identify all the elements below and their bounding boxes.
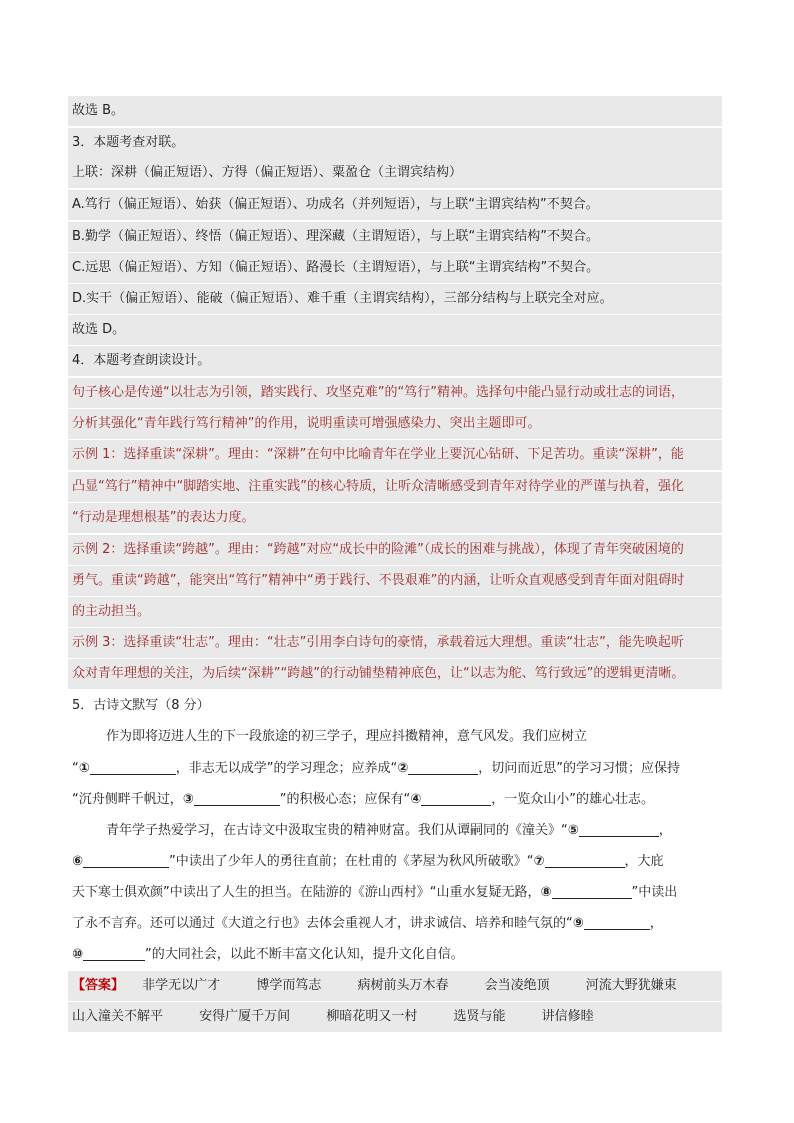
text-line: 句子核心是传递“以壮志为引领，踏实践行、攻坚克难”的“笃行”精神。选择句中能凸显行动或壮志的词语，: [68, 378, 722, 408]
text-line: 勇气。重读“跨越”，能突出“笃行”精神中“勇于践行、不畏艰难”的内涵，让听众直观感受到青年面对阻碍时: [68, 566, 722, 596]
text-line: 故选 D。: [68, 315, 722, 345]
fill-blank[interactable]: [421, 789, 491, 806]
text-line: A.笃行（偏正短语）、始获（偏正短语）、功成名（并列短语），与上联“主谓宾结构”不契合。: [68, 190, 722, 220]
blank-number: ⑧: [540, 885, 552, 900]
blank-number: ④: [410, 792, 422, 807]
text-span: 了永不言弃。还可以通过《大道之行也》去体会重视人才，讲求诚信、培养和睦气氛的“: [72, 916, 573, 931]
text-span: ”中读出了少年人的勇往直前；在杜甫的《茅屋为秋风所破歌》“: [169, 854, 534, 869]
fill-blank[interactable]: [584, 913, 650, 930]
fill-blank[interactable]: [545, 851, 625, 868]
text-line: 的主动担当。: [68, 597, 722, 627]
text-line: C.远思（偏正短语）、方知（偏正短语）、路漫长（主谓短语），与上联“主谓宾结构”不契合。: [68, 253, 722, 283]
text-line: [72, 909, 663, 939]
blank-number: ⑩: [72, 947, 84, 962]
blank-number: ⑤: [567, 823, 579, 838]
text-line: [106, 816, 672, 846]
text-line: 示例 3：选择重读“壮志”。理由：“壮志”引用李白诗句的豪情，承载着远大理想。重读“壮志”，能先唤起听: [68, 628, 722, 658]
fill-blank[interactable]: [83, 851, 169, 868]
answer-item: 安得广厦千万间: [199, 1009, 291, 1024]
text-line: 分析其强化“青年践行笃行精神”的作用，说明重读可增强感染力、突出主题即可。: [68, 409, 722, 439]
answer-item: 病树前头万木春: [357, 978, 449, 993]
text-span: ，一览众山小”的雄心壮志。: [491, 792, 655, 807]
answer-item: 会当凌绝顶: [484, 978, 550, 993]
text-line: 众对青年理想的关注，为后续“深耕”“跨越”的行动铺垫精神底色，让“以志为舵、笃行致远”的逻辑更清晰。: [68, 659, 722, 689]
text-span: ，非志无以成学”的学习理念；应养成“: [175, 761, 398, 776]
answer-row: [68, 1002, 722, 1032]
answer-item: 河流大野犹嫌束: [585, 978, 677, 993]
text-line: [72, 940, 464, 970]
question-heading: 5．古诗文默写（8 分）: [72, 698, 210, 713]
text-line: 示例 1：选择重读“深耕”。理由：“深耕”在句中比喻青年在学业上要沉心钻研、下足苦功。重读“深耕”，能: [68, 440, 722, 470]
text-span: “沉舟侧畔千帆过，: [72, 792, 183, 807]
answer-item: 柳暗花明又一村: [326, 1009, 418, 1024]
answer-item: 选贤与能: [453, 1009, 506, 1024]
text-line: [72, 785, 654, 815]
text-span: 天下寒士俱欢颜”中读出了人生的担当。在陆游的《游山西村》“山重水复疑无路，: [72, 885, 541, 900]
answer-item: 博学而笃志: [256, 978, 322, 993]
blank-number: ⑦: [533, 854, 545, 869]
text-span: “: [72, 761, 79, 776]
question-heading: 3．本题考查对联。: [68, 128, 722, 158]
answer-row: [68, 971, 722, 1001]
fill-blank[interactable]: [90, 758, 176, 775]
answer-item: 山入潼关不解平: [72, 1009, 164, 1024]
text-span: 青年学子热爱学习，在古诗文中汲取宝贵的精神财富。我们从谭嗣同的《潼关》“: [106, 823, 568, 838]
text-span: ，: [658, 823, 672, 838]
text-line: D.实干（偏正短语）、能破（偏正短语）、难千重（主谓宾结构），三部分结构与上联完全对应。: [68, 284, 722, 314]
blank-number: ①: [78, 761, 90, 776]
text-line: [72, 878, 677, 908]
text-line: “行动是理想根基”的表达力度。: [68, 503, 722, 533]
text-line: [72, 754, 680, 784]
blank-number: ⑨: [572, 916, 584, 931]
text-span: ，大庇: [624, 854, 664, 869]
fill-blank[interactable]: [408, 758, 478, 775]
text-line: 故选 B。: [68, 96, 722, 126]
fill-blank[interactable]: [83, 944, 145, 961]
blank-number: ⑥: [72, 854, 84, 869]
answer-label: 【答案】: [72, 978, 125, 993]
text-line: 上联：深耕（偏正短语）、方得（偏正短语）、粟盈仓（主谓宾结构）: [68, 158, 722, 188]
fill-blank[interactable]: [579, 820, 659, 837]
blank-number: ②: [397, 761, 409, 776]
answer-item: 讲信修睦: [541, 1009, 594, 1024]
text-line: B.勤学（偏正短语）、终悟（偏正短语）、理深藏（主谓短语），与上联“主谓宾结构”不契合。: [68, 222, 722, 252]
text-span: ”的大同社会，以此不断丰富文化认知，提升文化自信。: [145, 947, 464, 962]
answer-item: 非学无以广才: [142, 978, 221, 993]
text-line: 凸显“笃行”精神中“脚踏实地、注重实践”的核心特质，让听众清晰感受到青年对待学业的严谨与执着，强化: [68, 472, 722, 502]
question-heading: 4．本题考查朗读设计。: [68, 346, 722, 376]
fill-blank[interactable]: [194, 789, 280, 806]
text-span: ”中读出: [631, 885, 678, 900]
text-span: ，切问而近思”的学习习惯；应保持: [478, 761, 681, 776]
text-line: 作为即将迈进人生的下一段旅途的初三学子，理应抖擞精神，意气风发。我们应树立: [106, 729, 588, 744]
text-span: ，: [649, 916, 663, 931]
blank-number: ③: [182, 792, 194, 807]
text-span: ”的积极心态；应保有“: [279, 792, 411, 807]
text-line: [72, 847, 664, 877]
fill-blank[interactable]: [552, 882, 632, 899]
text-line: 示例 2：选择重读“跨越”。理由：“跨越”对应“成长中的险滩”（成长的困难与挑战），体现了青年突破困境的: [68, 535, 722, 565]
